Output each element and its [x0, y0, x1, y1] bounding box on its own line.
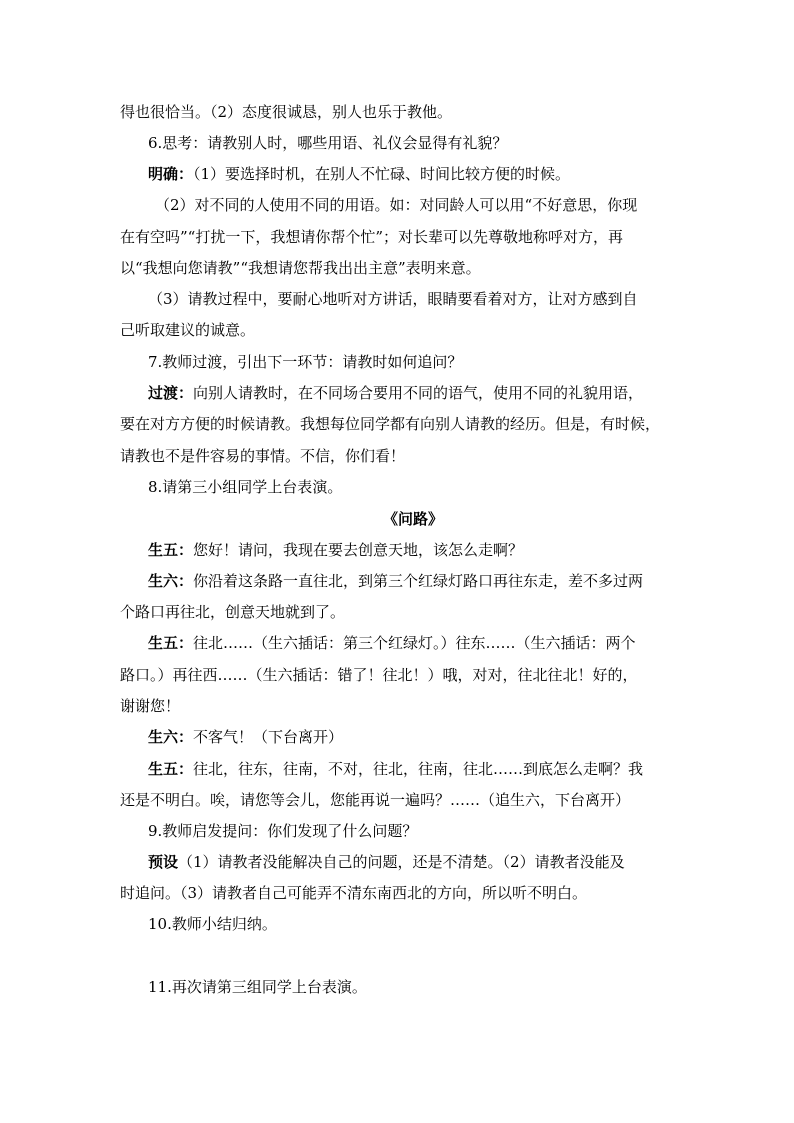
- label-yushe: 预设: [148, 853, 179, 871]
- text-line: 9.教师启发提问：你们发现了什么问题？: [148, 822, 418, 840]
- skit-title: 《问路》: [383, 510, 444, 528]
- text-line: 请教也不是件容易的事情。不信，你们看！: [120, 447, 406, 465]
- line-text: 不客气！（下台离开）: [193, 728, 344, 746]
- text-line: 以“我想向您请教”“我想请您帮我出出主意”表明来意。: [120, 259, 481, 277]
- text-line: 11.再次请第三组同学上台表演。: [148, 978, 367, 996]
- text-line: 还是不明白。唉，请您等会儿，您能再说一遍吗？……（追生六，下台离开）: [120, 791, 631, 809]
- speaker-label: 生五：: [148, 634, 194, 652]
- text-line: 得也很恰当。（2）态度很诚恳，别人也乐于教他。: [120, 103, 453, 121]
- text-line: 7.教师过渡，引出下一环节：请教时如何追问？: [148, 353, 463, 371]
- text-line: 10.教师小结归纳。: [148, 915, 277, 933]
- text-line: 个路口再往北，创意天地就到了。: [120, 603, 346, 621]
- text-line: 6.思考：请教别人时，哪些用语、礼仪会显得有礼貌？: [148, 134, 508, 152]
- text-line: [148, 383, 643, 403]
- text-line: 己听取建议的诚意。: [120, 321, 256, 339]
- label-mingque: 明确：: [148, 165, 194, 183]
- dialogue-line: [148, 759, 643, 779]
- line-text: 你沿着这条路一直往北，到第三个红绿灯路口再往东走，差不多过两: [193, 572, 644, 590]
- line-text: 往北，往东，往南，不对，往北，往南，往北……到底怎么走啊？我: [193, 760, 644, 778]
- speaker-label: 生六：: [148, 572, 194, 590]
- speaker-label: 生六：: [148, 728, 194, 746]
- text-line: [148, 164, 570, 184]
- text-line: 时追问。（3）请教者自己可能弄不清东南西北的方向，所以听不明白。: [120, 884, 588, 902]
- label-guodu: 过渡：: [148, 384, 194, 402]
- text-line: （3）请教过程中，要耐心地听对方讲话，眼睛要看着对方，让对方感到自: [148, 290, 638, 308]
- text-line: 要在对方方便的时候请教。我想每位同学都有向别人请教的经历。但是，有时候，: [120, 415, 661, 433]
- line-text: 往北……（生六插话：第三个红绿灯。）往东……（生六插话：两个: [193, 634, 636, 652]
- line-text: （1）要选择时机，在别人不忙碌、时间比较方便的时候。: [193, 165, 571, 183]
- dialogue-line: [148, 727, 343, 747]
- line-text: （1）请教者没能解决自己的问题，还是不清楚。（2）请教者没能及: [178, 853, 625, 871]
- text-line: [148, 852, 625, 872]
- line-text: 向别人请教时，在不同场合要用不同的语气，使用不同的礼貌用语，: [193, 384, 644, 402]
- line-text: 您好！请问，我现在要去创意天地，该怎么走啊？: [193, 541, 524, 559]
- text-line: 8.请第三小组同学上台表演。: [148, 478, 343, 496]
- speaker-label: 生五：: [148, 541, 194, 559]
- dialogue-line: [148, 571, 643, 591]
- text-line: 谢谢您！: [120, 697, 181, 715]
- dialogue-line: [148, 633, 636, 653]
- speaker-label: 生五：: [148, 760, 194, 778]
- dialogue-line: [148, 540, 523, 560]
- text-line: （2）对不同的人使用不同的用语。如：对同龄人可以用“不好意思，你现: [155, 196, 638, 214]
- text-line: 路口。）再往西……（生六插话：错了！往北！）哦，对对，往北往北！好的，: [120, 666, 638, 684]
- text-line: 在有空吗”“打扰一下，我想请你帮个忙”；对长辈可以先尊敬地称呼对方，再: [120, 228, 624, 246]
